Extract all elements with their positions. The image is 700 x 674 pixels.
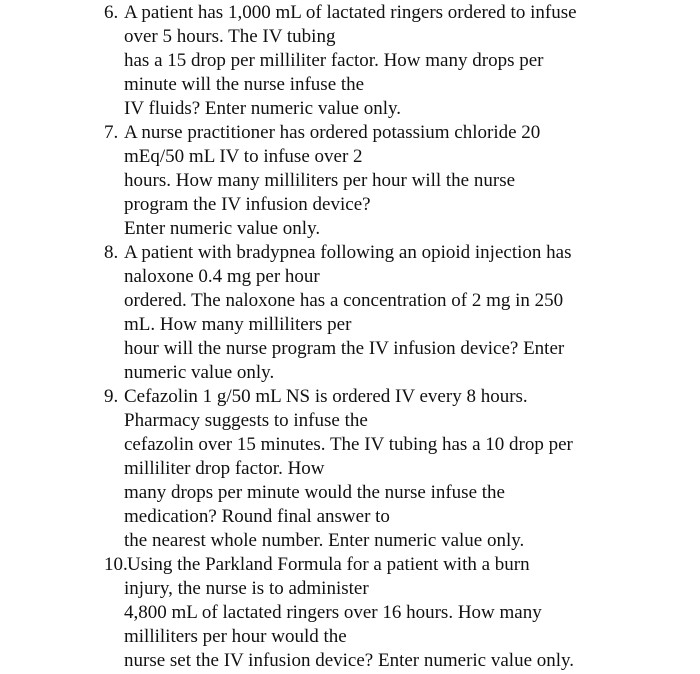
question-text-line: cefazolin over 15 minutes. The IV tubing has a 10 drop per [124, 434, 573, 455]
question-text-line: Enter numeric value only. [124, 218, 321, 239]
question-text-line: Using the Parkland Formula for a patient with a burn [127, 554, 530, 575]
question-text-line: program the IV infusion device? [124, 194, 371, 215]
question-text-line: milliliters per hour would the [124, 626, 347, 647]
question-text-line: Cefazolin 1 g/50 mL NS is ordered IV every 8 hours. [124, 386, 528, 407]
question-text-line: numeric value only. [124, 362, 275, 383]
question-text-line: mEq/50 mL IV to infuse over 2 [124, 146, 363, 167]
question-text-line: hour will the nurse program the IV infusion device? Enter [124, 338, 565, 359]
question-text-line: hours. How many milliliters per hour will the nurse [124, 170, 516, 191]
question-text-line: naloxone 0.4 mg per hour [124, 266, 320, 287]
question-number: 7. [104, 122, 119, 143]
question-text-line: IV fluids? Enter numeric value only. [124, 98, 402, 119]
question-text-line: medication? Round final answer to [124, 506, 390, 527]
question-text-line: many drops per minute would the nurse infuse the [124, 482, 505, 503]
question-text-line: ordered. The naloxone has a concentration of 2 mg in 250 [124, 290, 564, 311]
question-text-line: A patient has 1,000 mL of lactated ringers ordered to infuse [124, 2, 577, 23]
question-number: 6. [104, 2, 119, 23]
question-text-line: milliliter drop factor. How [124, 458, 325, 479]
question-text-line: the nearest whole number. Enter numeric value only. [124, 530, 525, 551]
question-number: 9. [104, 386, 119, 407]
question-number: 10. [104, 554, 128, 575]
question-text-line: mL. How many milliliters per [124, 314, 352, 335]
question-text-line: nurse set the IV infusion device? Enter numeric value only. [124, 650, 575, 671]
question-text-line: over 5 hours. The IV tubing [124, 26, 336, 47]
question-text-line: A nurse practitioner has ordered potassium chloride 20 [124, 122, 541, 143]
question-text-line: Pharmacy suggests to infuse the [124, 410, 368, 431]
question-number: 8. [104, 242, 119, 263]
question-text-line: has a 15 drop per milliliter factor. How many drops per [124, 50, 544, 71]
question-text-line: minute will the nurse infuse the [124, 74, 365, 95]
question-text-line: A patient with bradypnea following an opioid injection has [124, 242, 572, 263]
question-text-line: 4,800 mL of lactated ringers over 16 hours. How many [124, 602, 542, 623]
question-text-line: injury, the nurse is to administer [124, 578, 369, 599]
